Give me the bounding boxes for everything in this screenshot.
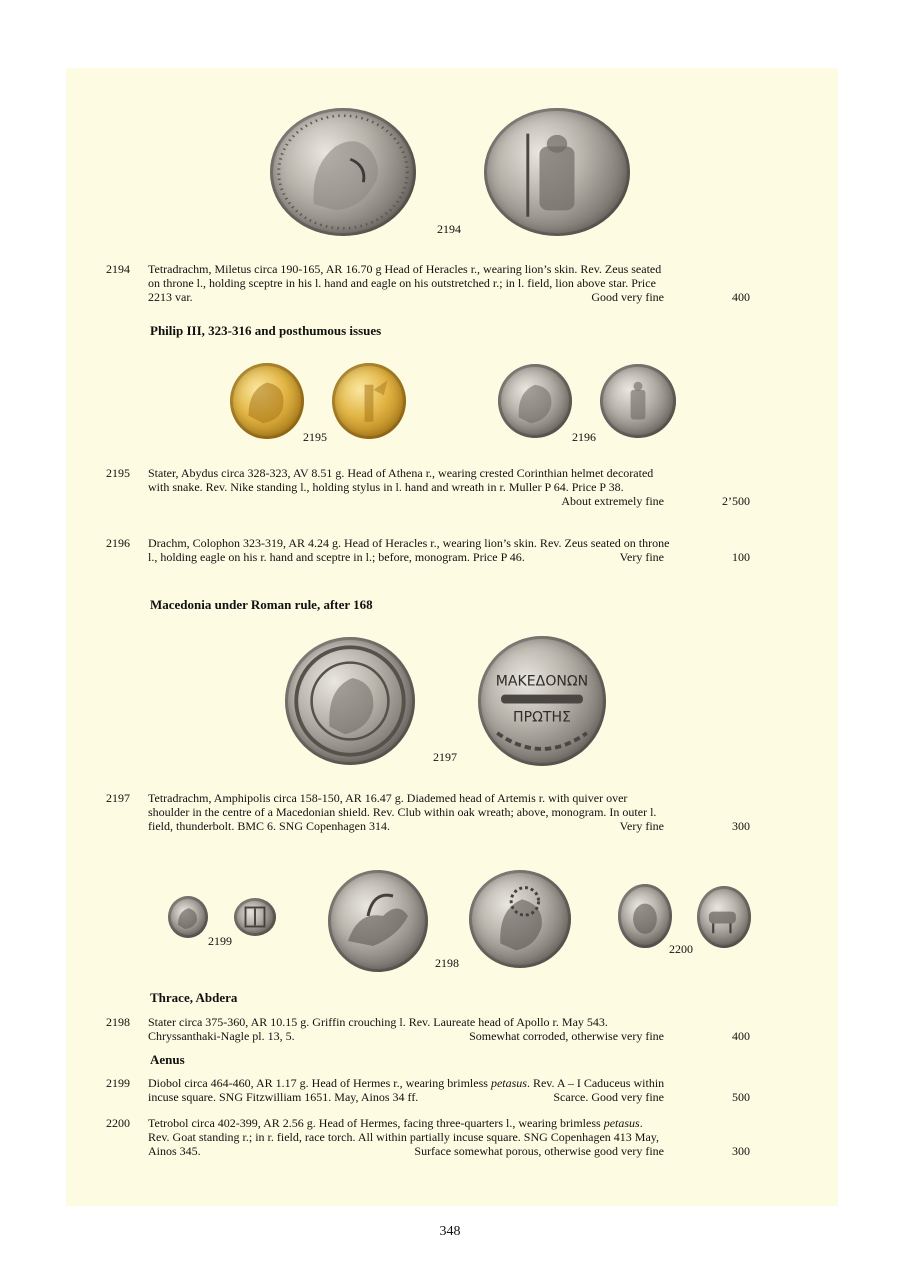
coin-2198-obverse: [328, 870, 428, 972]
coin-2196-obverse: [498, 364, 572, 438]
lot-description: Tetrobol circa 402-399, AR 2.56 g. Head of Hermes, facing three-quarters l., wearing brimless petasus. Rev. Goat standing r.; in r. field, race torch. All within partially incuse square. SNG Copenhagen 413 May, Ainos 345. Surface somewhat porous, otherwise good very fine 300: [148, 1116, 750, 1158]
lot-number: 2200: [106, 1116, 130, 1130]
lot-price: 500: [732, 1090, 750, 1104]
coin-2199-reverse: [234, 898, 276, 936]
lot-2196: [106, 536, 752, 566]
lot-description: Drachm, Colophon 323-319, AR 4.24 g. Head of Heracles r., wearing lion’s skin. Rev. Zeus seated on throne l., holding eagle on his r. hand and sceptre in l.; before, monogram. Price P 46. Very fine 100: [148, 536, 750, 564]
coin-2195-obverse: [230, 363, 304, 439]
legend-makedonon: ΜΑΚΕΔΟΝΩΝ: [495, 673, 589, 690]
lot-2198: [106, 1015, 752, 1045]
lot-description: Diobol circa 464-460, AR 1.17 g. Head of Hermes r., wearing brimless petasus. Rev. A – I Caduceus within incuse square. SNG Fitzwilliam 1651. May, Ainos 34 ff. Scarce. Good very fine 500: [148, 1076, 750, 1104]
lot-2197: [106, 791, 752, 835]
coin-2200-reverse: [697, 886, 751, 948]
coin-2197-obverse: [285, 637, 415, 765]
figure-label-2198: 2198: [435, 956, 459, 970]
lot-description: Tetradrachm, Miletus circa 190-165, AR 16.70 g Head of Heracles r., wearing lion’s skin. Rev. Zeus seated on throne l., holding sceptre in his l. hand and eagle on his outstretched r.; in l. field, lion above star. Price 2213 var. Good very fine 400: [148, 262, 750, 304]
coin-2197-reverse: [478, 636, 606, 766]
figure-label-2194: 2194: [437, 222, 461, 236]
lot-number: 2195: [106, 466, 130, 480]
lot-condition: About extremely fine: [561, 494, 664, 508]
lot-condition: Good very fine: [591, 290, 664, 304]
lot-price: 300: [732, 1144, 750, 1158]
figure-label-2199: 2199: [208, 934, 232, 948]
lot-price: 400: [732, 290, 750, 304]
lot-condition: Scarce. Good very fine: [553, 1090, 664, 1104]
section-heading-macedonia: Macedonia under Roman rule, after 168: [150, 597, 373, 612]
lot-description: Stater circa 375-360, AR 10.15 g. Griffin crouching l. Rev. Laureate head of Apollo r. May 543. Chryssanthaki-Nagle pl. 13, 5. Somewhat corroded, otherwise very fine 400: [148, 1015, 750, 1043]
lot-condition: Very fine: [619, 550, 664, 564]
lot-number: 2197: [106, 791, 130, 805]
lot-price: 100: [732, 550, 750, 564]
figure-label-2197: 2197: [433, 750, 457, 764]
lot-condition: Surface somewhat porous, otherwise good very fine: [414, 1144, 664, 1158]
coin-2195-reverse: [332, 363, 406, 439]
lot-condition: Somewhat corroded, otherwise very fine: [469, 1029, 664, 1043]
legend-protes: ΠΡΩΤΗΣ: [513, 709, 571, 726]
section-heading-aenus: Aenus: [150, 1052, 185, 1067]
lot-number: 2198: [106, 1015, 130, 1029]
lot-price: 2’500: [722, 494, 750, 508]
section-heading-thrace: Thrace, Abdera: [150, 990, 238, 1005]
section-heading-philip: Philip III, 323-316 and posthumous issues: [150, 323, 382, 338]
figure-label-2195: 2195: [303, 430, 327, 444]
lot-2194: [106, 262, 752, 306]
lot-price: 300: [732, 819, 750, 833]
lot-2199: [106, 1076, 752, 1106]
lot-number: 2194: [106, 262, 130, 276]
lot-price: 400: [732, 1029, 750, 1043]
lot-condition: Very fine: [619, 819, 664, 833]
figure-label-2196: 2196: [572, 430, 596, 444]
coin-2194-obverse: [270, 108, 416, 236]
lot-2195: [106, 466, 752, 510]
lot-2200: [106, 1116, 752, 1160]
coin-2198-reverse: [469, 870, 571, 968]
lot-number: 2196: [106, 536, 130, 550]
coin-2196-reverse: [600, 364, 676, 438]
coin-2200-obverse: [618, 884, 672, 948]
coin-2194-reverse: [484, 108, 630, 236]
lot-description: Stater, Abydus circa 328-323, AV 8.51 g. Head of Athena r., wearing crested Corinthian helmet decorated with snake. Rev. Nike standing l., holding stylus in l. hand and wreath in r. Muller P 64. Price P 38. About extremely fine 2’500: [148, 466, 750, 508]
lot-number: 2199: [106, 1076, 130, 1090]
lot-description: Tetradrachm, Amphipolis circa 158-150, AR 16.47 g. Diademed head of Artemis r. with quiver over shoulder in the centre of a Macedonian shield. Rev. Club within oak wreath; above, monogram. In outer l. field, thunderbolt. BMC 6. SNG Copenhagen 314. Very fine 300: [148, 791, 750, 833]
coin-2199-obverse: [168, 896, 208, 938]
page-number: 348: [439, 1224, 461, 1239]
figure-label-2200: 2200: [669, 942, 693, 956]
